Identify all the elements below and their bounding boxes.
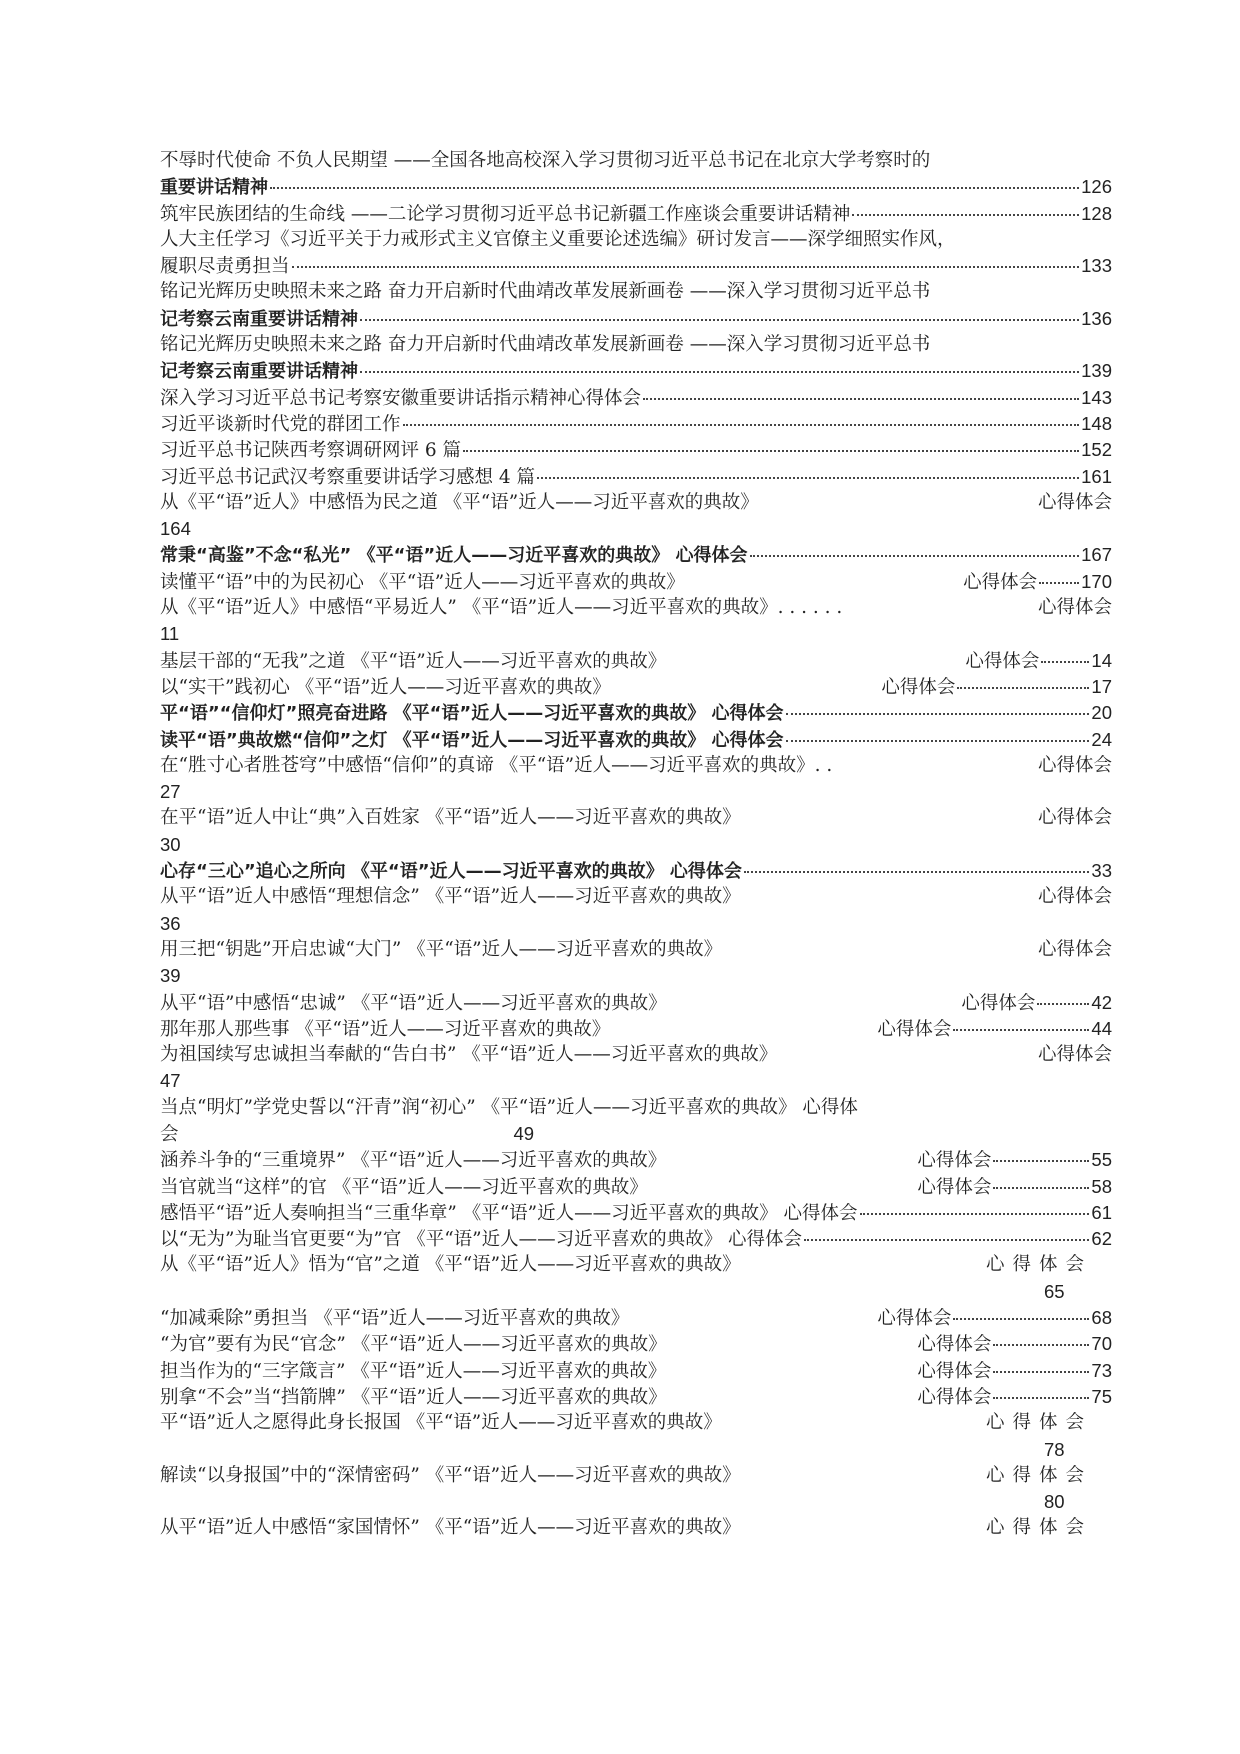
toc-entry[interactable] [160, 858, 1112, 884]
toc-entry-title: 从《平“语”近人》中感悟为民之道 《平“语”近人——习近平喜欢的典故》 [160, 491, 759, 513]
dot-leader [993, 1371, 1089, 1373]
toc-page-number: 61 [1091, 1201, 1112, 1223]
toc-entry-title: 平“语”近人之愿得此身长报国 《平“语”近人——习近平喜欢的典故》 [160, 1412, 722, 1434]
toc-entry-title: 筑牢民族团结的生命线 ——二论学习贯彻习近平总书记新疆工作座谈会重要讲话精神 [160, 203, 851, 225]
toc-page-number: 73 [1091, 1359, 1112, 1381]
dot-leader [403, 424, 1080, 426]
dot-leader [953, 1318, 1089, 1320]
dot-leader [993, 1160, 1089, 1162]
toc-entry-type: 心得体会 [917, 1360, 992, 1382]
toc-entry-type: 心得体会 [985, 1254, 1092, 1276]
dot-leader [1041, 661, 1089, 663]
toc-entry[interactable] [160, 753, 1112, 779]
toc-page-number: 39 [160, 965, 181, 987]
toc-entry-title: 铭记光辉历史映照未来之路 奋力开启新时代曲靖改革发展新画卷 ——深入学习贯彻习近平总书 [160, 281, 931, 303]
toc-page-number: 164 [160, 518, 191, 540]
toc-page-number: 75 [1091, 1385, 1112, 1407]
dot-leader [993, 1187, 1089, 1189]
toc-page-number: 139 [1081, 360, 1112, 382]
toc-entry-title: 从平“语”中感悟“忠诚” 《平“语”近人——习近平喜欢的典故》 [160, 992, 667, 1014]
toc-entry-title: 在“胜寸心者胜苍穹”中感悟“信仰”的真谛 《平“语”近人——习近平喜欢的典故》. . [160, 754, 833, 776]
toc-entry[interactable] [160, 464, 1112, 490]
toc-entry-title: 读平“语”典故燃“信仰”之灯 《平“语”近人——习近平喜欢的典故》 心得体会 [160, 729, 784, 751]
toc-entry[interactable] [160, 411, 1112, 437]
toc-entry-type: 心得体会 [1037, 597, 1112, 619]
dot-leader [270, 187, 1079, 189]
toc-entry-title: 从《平“语”近人》悟为“官”之道 《平“语”近人——习近平喜欢的典故》 [160, 1254, 741, 1276]
dot-leader [957, 687, 1089, 689]
toc-page-number: 78 [1044, 1438, 1065, 1460]
toc-entry-title: “为官”要有为民“官念” 《平“语”近人——习近平喜欢的典故》 [160, 1334, 667, 1356]
toc-entry-type: 心得体会 [965, 650, 1040, 672]
toc-page-number: 49 [513, 1122, 535, 1144]
toc-entry-title: 从平“语”近人中感悟“理想信念” 《平“语”近人——习近平喜欢的典故》 [160, 886, 741, 908]
toc-page-number: 152 [1081, 439, 1112, 461]
toc-entry[interactable] [160, 542, 1112, 568]
toc-entry-type: 心得体会 [1037, 886, 1112, 908]
dot-leader [463, 450, 1079, 452]
toc-entry[interactable] [160, 569, 1112, 595]
dot-leader [786, 740, 1090, 742]
toc-entry[interactable] [160, 490, 1112, 516]
toc-entry-type: 心得体会 [1037, 754, 1112, 776]
toc-entry-title: 从平“语”近人中感悟“家国情怀” 《平“语”近人——习近平喜欢的典故》 [160, 1517, 741, 1539]
toc-page-number: 36 [160, 912, 181, 934]
toc-page-number: 80 [1044, 1491, 1065, 1513]
toc-entry-title: 用三把“钥匙”开启忠诚“大门” 《平“语”近人——习近平喜欢的典故》 [160, 938, 723, 960]
toc-entry-title: 那年那人那些事 《平“语”近人——习近平喜欢的典故》 [160, 1018, 611, 1040]
toc-entry-title: 当官就当“这样”的官 《平“语”近人——习近平喜欢的典故》 [160, 1176, 648, 1198]
toc-entry-title: 心存“三心”追心之所向 《平“语”近人——习近平喜欢的典故》 心得体会 [160, 861, 742, 883]
toc-entry-type: 心得体会 [917, 1386, 992, 1408]
toc-entry[interactable] [160, 385, 1112, 411]
toc-entry[interactable] [160, 1515, 1112, 1541]
toc-entry[interactable] [160, 1042, 1112, 1068]
toc-entry-title: 读懂平“语”中的为民初心 《平“语”近人——习近平喜欢的典故》 [160, 571, 685, 593]
toc-entry-title: 会 [160, 1123, 179, 1145]
table-of-contents [160, 148, 1112, 1542]
toc-entry[interactable] [160, 990, 1112, 1016]
toc-entry-type: 心得体会 [985, 1517, 1092, 1539]
toc-page-number: 68 [1091, 1307, 1112, 1329]
toc-entry[interactable] [160, 1463, 1112, 1489]
toc-entry[interactable] [160, 1200, 1112, 1226]
toc-entry[interactable] [160, 884, 1112, 910]
dot-leader [744, 871, 1090, 873]
toc-entry[interactable] [160, 805, 1112, 831]
toc-page-number: 20 [1091, 702, 1112, 724]
toc-page-number: 133 [1081, 255, 1112, 277]
toc-entry-title: 平“语”“信仰灯”照亮奋进路 《平“语”近人——习近平喜欢的典故》 心得体会 [160, 703, 784, 725]
toc-entry[interactable] [160, 437, 1112, 463]
toc-entry-title: 感悟平“语”近人奏响担当“三重华章” 《平“语”近人——习近平喜欢的典故》 心得体会 [160, 1202, 858, 1224]
toc-entry-type: 心得体会 [917, 1334, 992, 1356]
toc-entry-type: 心得体会 [1037, 491, 1112, 513]
toc-page-number: 70 [1091, 1333, 1112, 1355]
toc-entry-title: 以“无为”为耻当官更要“为”官 《平“语”近人——习近平喜欢的典故》 心得体会 [160, 1229, 803, 1251]
toc-entry[interactable] [160, 1226, 1112, 1252]
toc-entry[interactable] [160, 674, 1112, 700]
toc-entry[interactable] [160, 1147, 1112, 1173]
dot-leader [537, 477, 1079, 479]
toc-page-number: 24 [1091, 728, 1112, 750]
dot-leader [750, 555, 1080, 557]
toc-page-number: 44 [1091, 1017, 1112, 1039]
toc-entry-title: 人大主任学习《习近平关于力戒形式主义官僚主义重要论述选编》研讨发言——深学细照实作风， [160, 228, 956, 250]
toc-entry[interactable] [160, 1174, 1112, 1200]
toc-entry-title: 深入学习习近平总书记考察安徽重要讲话指示精神心得体会 [160, 387, 642, 409]
toc-entry[interactable] [160, 306, 1112, 332]
toc-entry-title: 记考察云南重要讲话精神 [160, 308, 358, 330]
toc-page-number: 58 [1091, 1175, 1112, 1197]
toc-page-number: 17 [1091, 675, 1112, 697]
toc-entry[interactable] [160, 253, 1112, 279]
dot-leader [1039, 582, 1079, 584]
toc-entry[interactable] [160, 1331, 1112, 1357]
toc-page-number: 126 [1081, 176, 1112, 198]
toc-page-number: 167 [1081, 544, 1112, 566]
dot-leader [993, 1344, 1089, 1346]
toc-entry-title: 以“实干”践初心 《平“语”近人——习近平喜欢的典故》 [160, 676, 611, 698]
toc-page-number: 55 [1091, 1149, 1112, 1171]
toc-entry-type: 心得体会 [961, 992, 1036, 1014]
toc-entry[interactable] [160, 1384, 1112, 1410]
toc-entry-type: 心得体会 [877, 1308, 952, 1330]
toc-entry-title: “加减乘除”勇担当 《平“语”近人——习近平喜欢的典故》 [160, 1308, 630, 1330]
toc-entry[interactable] [160, 358, 1112, 384]
toc-page-number: 148 [1081, 412, 1112, 434]
toc-entry[interactable] [160, 648, 1112, 674]
toc-page-number: 42 [1091, 991, 1112, 1013]
toc-entry-title: 习近平谈新时代党的群团工作 [160, 413, 401, 435]
toc-entry-type: 心得体会 [1037, 807, 1112, 829]
toc-page-number: 62 [1091, 1228, 1112, 1250]
toc-entry-title: 为祖国续写忠诚担当奉献的“告白书” 《平“语”近人——习近平喜欢的典故》 [160, 1044, 778, 1066]
dot-leader [360, 319, 1079, 321]
toc-entry-type: 心得体会 [917, 1150, 992, 1172]
toc-entry-title: 解读“以身报国”中的“深情密码” 《平“语”近人——习近平喜欢的典故》 [160, 1464, 741, 1486]
dot-leader [804, 1239, 1089, 1241]
toc-entry[interactable] [160, 1410, 1112, 1436]
toc-entry-title: 在平“语”近人中让“典”入百姓家 《平“语”近人——习近平喜欢的典故》 [160, 807, 741, 829]
toc-entry-title: 习近平总书记陕西考察调研网评 6 篇 [160, 440, 462, 462]
dot-leader [993, 1397, 1089, 1399]
toc-page-number: 27 [160, 781, 181, 803]
dot-leader [1037, 1003, 1089, 1005]
toc-entry-title: 记考察云南重要讲话精神 [160, 361, 358, 383]
toc-entry[interactable] [160, 227, 1112, 253]
toc-entry-title: 履职尽责勇担当 [160, 256, 290, 278]
toc-entry[interactable] [160, 201, 1112, 227]
toc-entry[interactable] [160, 1358, 1112, 1384]
toc-entry[interactable] [160, 727, 1112, 753]
dot-leader [360, 371, 1079, 373]
dot-leader [643, 398, 1079, 400]
toc-page-number: 128 [1081, 202, 1112, 224]
toc-entry[interactable] [160, 1016, 1112, 1042]
toc-entry-title: 常秉“高鉴”不念“私光” 《平“语”近人——习近平喜欢的典故》 心得体会 [160, 545, 748, 567]
toc-entry-type: 心得体会 [881, 676, 956, 698]
toc-entry-type: 心得体会 [985, 1412, 1092, 1434]
toc-entry-title: 涵养斗争的“三重境界” 《平“语”近人——习近平喜欢的典故》 [160, 1150, 667, 1172]
toc-page-number: 30 [160, 833, 181, 855]
toc-entry-type: 心得体会 [963, 571, 1038, 593]
toc-entry-type: 心得体会 [985, 1464, 1092, 1486]
toc-entry[interactable] [160, 700, 1112, 726]
toc-page-number: 11 [160, 623, 180, 645]
toc-entry[interactable] [160, 1121, 1112, 1147]
toc-entry[interactable] [160, 595, 1112, 621]
toc-entry-title: 基层干部的“无我”之道 《平“语”近人——习近平喜欢的典故》 [160, 650, 667, 672]
toc-entry[interactable] [160, 148, 1112, 174]
toc-entry[interactable] [160, 279, 1112, 305]
dot-leader [786, 713, 1090, 715]
toc-page-number: 161 [1081, 465, 1112, 487]
toc-entry[interactable] [160, 1305, 1112, 1331]
toc-entry[interactable] [160, 1095, 1112, 1121]
toc-entry-title: 当点“明灯”学党史誓以“汗青”润“初心” 《平“语”近人——习近平喜欢的典故》 心得体 [160, 1096, 858, 1118]
toc-entry[interactable] [160, 174, 1112, 200]
toc-entry-title: 习近平总书记武汉考察重要讲话学习感想 4 篇 [160, 466, 536, 488]
dot-leader [953, 1029, 1089, 1031]
toc-entry-type: 心得体会 [917, 1176, 992, 1198]
toc-entry-type: 心得体会 [1037, 938, 1112, 960]
dot-leader [292, 266, 1080, 268]
toc-entry[interactable] [160, 332, 1112, 358]
toc-entry-type: 心得体会 [1037, 1044, 1112, 1066]
toc-entry[interactable] [160, 937, 1112, 963]
dot-leader [852, 214, 1079, 216]
toc-entry[interactable] [160, 1252, 1112, 1278]
toc-page-number: 33 [1091, 860, 1112, 882]
toc-entry-type: 心得体会 [877, 1018, 952, 1040]
toc-entry-title: 别拿“不会”当“挡箭牌” 《平“语”近人——习近平喜欢的典故》 [160, 1386, 667, 1408]
toc-entry-title: 担当作为的“三字箴言” 《平“语”近人——习近平喜欢的典故》 [160, 1360, 667, 1382]
toc-page-number: 136 [1081, 307, 1112, 329]
toc-entry-title: 从《平“语”近人》中感悟“平易近人” 《平“语”近人——习近平喜欢的典故》. . . . . . [160, 597, 843, 619]
toc-entry-title: 不辱时代使命 不负人民期望 ——全国各地高校深入学习贯彻习近平总书记在北京大学考察时的 [160, 150, 931, 171]
dot-leader [860, 1213, 1090, 1215]
toc-page-number: 65 [1044, 1280, 1065, 1302]
toc-page-number: 170 [1081, 570, 1112, 592]
toc-page-number: 47 [160, 1070, 181, 1092]
toc-entry-title: 铭记光辉历史映照未来之路 奋力开启新时代曲靖改革发展新画卷 ——深入学习贯彻习近平总书 [160, 334, 931, 356]
toc-page-number: 14 [1091, 649, 1112, 671]
toc-page-number: 143 [1081, 386, 1112, 408]
toc-entry-title: 重要讲话精神 [160, 177, 268, 199]
